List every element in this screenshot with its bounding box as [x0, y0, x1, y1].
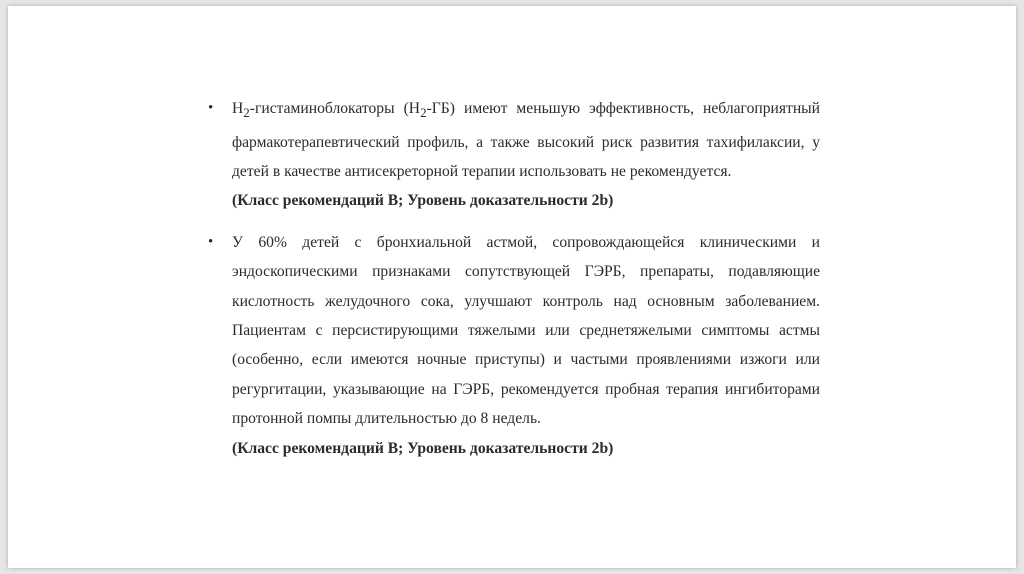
- recommendation-class-1: (Класс рекомендаций В; Уровень доказательности 2b): [232, 192, 614, 210]
- bullet-dot-icon: •: [208, 100, 214, 116]
- bullet-item-h2-blockers: [204, 94, 820, 216]
- slide-content: [204, 94, 820, 463]
- text-lead: Н: [232, 100, 244, 117]
- bullet-item-asthma: [204, 228, 820, 463]
- recommendation-class-2: (Класс рекомендаций В; Уровень доказательности 2b): [232, 439, 614, 457]
- paragraph-asthma: У 60% детей с бронхиальной астмой, сопровождающейся клиническими и эндоскопическими признаками сопутствующей ГЭРБ, препараты, подавляющие кислотность желудочного сока, улучшают контроль над основным заболеванием. Пациентам с персистирующими тяжелыми или среднетяжелыми симптомы астмы (особенно, если имеются ночные приступы) и частыми проявлениями изжоги или регургитации, указывающие на ГЭРБ, рекомендуется пробная терапия ингибиторами протонной помпы длительностью до 8 недель.: [232, 233, 820, 428]
- text-rest: -ГБ) имеют меньшую эффективность, неблагоприятный фармакотерапевтический профиль, а также высокий риск развития тахифилаксии, у детей в качестве антисекреторной терапии использовать не рекомендуется.: [232, 100, 821, 180]
- paragraph-h2-blockers: [232, 94, 820, 186]
- slide: [8, 6, 1016, 568]
- text-mid: -гистаминоблокаторы (Н: [249, 100, 421, 117]
- subscript-1: 2: [243, 105, 250, 121]
- subscript-2: 2: [420, 105, 427, 121]
- bullet-dot-icon: •: [208, 233, 214, 250]
